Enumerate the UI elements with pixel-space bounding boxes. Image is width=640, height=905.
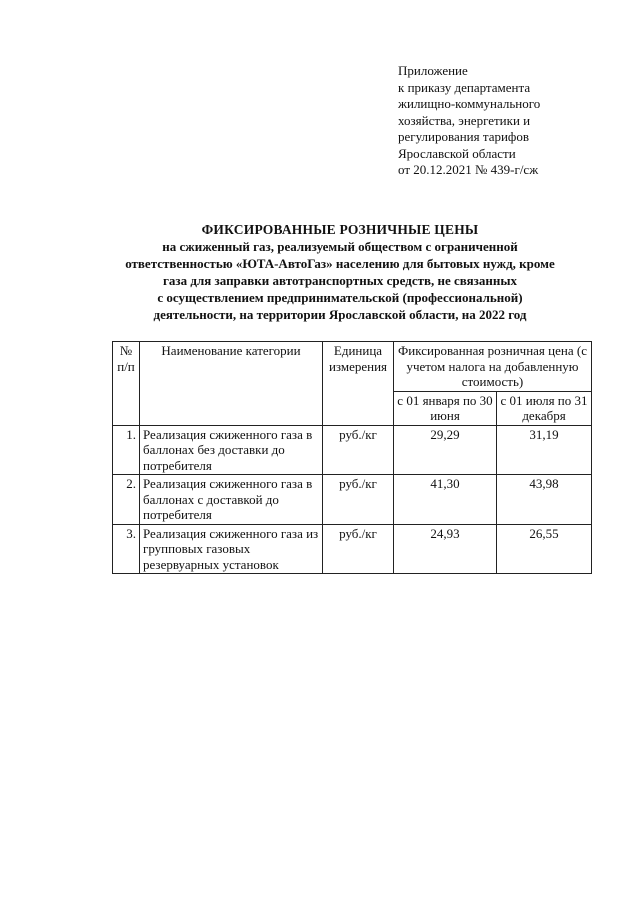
price-table <box>112 341 592 574</box>
document-title <box>100 221 580 323</box>
appendix-line: жилищно-коммунального <box>398 96 541 111</box>
header-unit: Единица измерения <box>323 342 394 426</box>
appendix-line: к приказу департамента <box>398 79 531 95</box>
table-row <box>113 425 592 475</box>
row-price-2: 26,55 <box>497 524 592 574</box>
appendix-order-reference: от 20.12.2021 № 439-г/сж <box>398 162 539 177</box>
row-price-1: 24,93 <box>394 524 497 574</box>
header-period-2: с 01 июля по 31 декабря <box>497 391 592 425</box>
table-row <box>113 524 592 574</box>
row-name: Реализация сжиженного газа в баллонах с доставкой до потребителя <box>140 475 323 525</box>
table-row <box>113 475 592 525</box>
header-num: № п/п <box>113 342 140 426</box>
row-price-1: 41,30 <box>394 475 497 525</box>
title-line: на сжиженный газ, реализуемый обществом с ограниченной <box>162 239 518 254</box>
row-num: 1. <box>113 425 140 475</box>
row-unit: руб./кг <box>323 524 394 574</box>
row-price-1: 29,29 <box>394 425 497 475</box>
row-price-2: 43,98 <box>497 475 592 525</box>
appendix-line: Ярославской области <box>398 145 516 161</box>
row-unit: руб./кг <box>323 475 394 525</box>
row-name: Реализация сжиженного газа из групповых газовых резервуарных установок <box>140 524 323 574</box>
appendix-line: хозяйства, энергетики и <box>398 112 531 128</box>
row-num: 2. <box>113 475 140 525</box>
row-price-2: 31,19 <box>497 425 592 475</box>
title-line: с осуществлением предпринимательской (профессиональной) <box>157 290 523 305</box>
row-name: Реализация сжиженного газа в баллонах без доставки до потребителя <box>140 425 323 475</box>
header-price-group: Фиксированная розничная цена (с учетом налога на добавленную стоимость) <box>394 342 592 392</box>
header-name: Наименование категории <box>140 342 323 426</box>
table-header-row <box>113 342 592 392</box>
title-line: ответственностью «ЮТА-АвтоГаз» населению для бытовых нужд, кроме <box>125 256 555 271</box>
header-period-1: с 01 января по 30 июня <box>394 391 497 425</box>
row-unit: руб./кг <box>323 425 394 475</box>
row-num: 3. <box>113 524 140 574</box>
title-line: газа для заправки автотранспортных средств, не связанных <box>162 273 518 288</box>
main-title: ФИКСИРОВАННЫЕ РОЗНИЧНЫЕ ЦЕНЫ <box>201 222 479 237</box>
appendix-line: регулирования тарифов <box>398 129 529 144</box>
title-line: деятельности, на территории Ярославской области, на 2022 год <box>153 307 527 322</box>
appendix-block <box>398 63 628 179</box>
appendix-line: Приложение <box>398 63 468 78</box>
